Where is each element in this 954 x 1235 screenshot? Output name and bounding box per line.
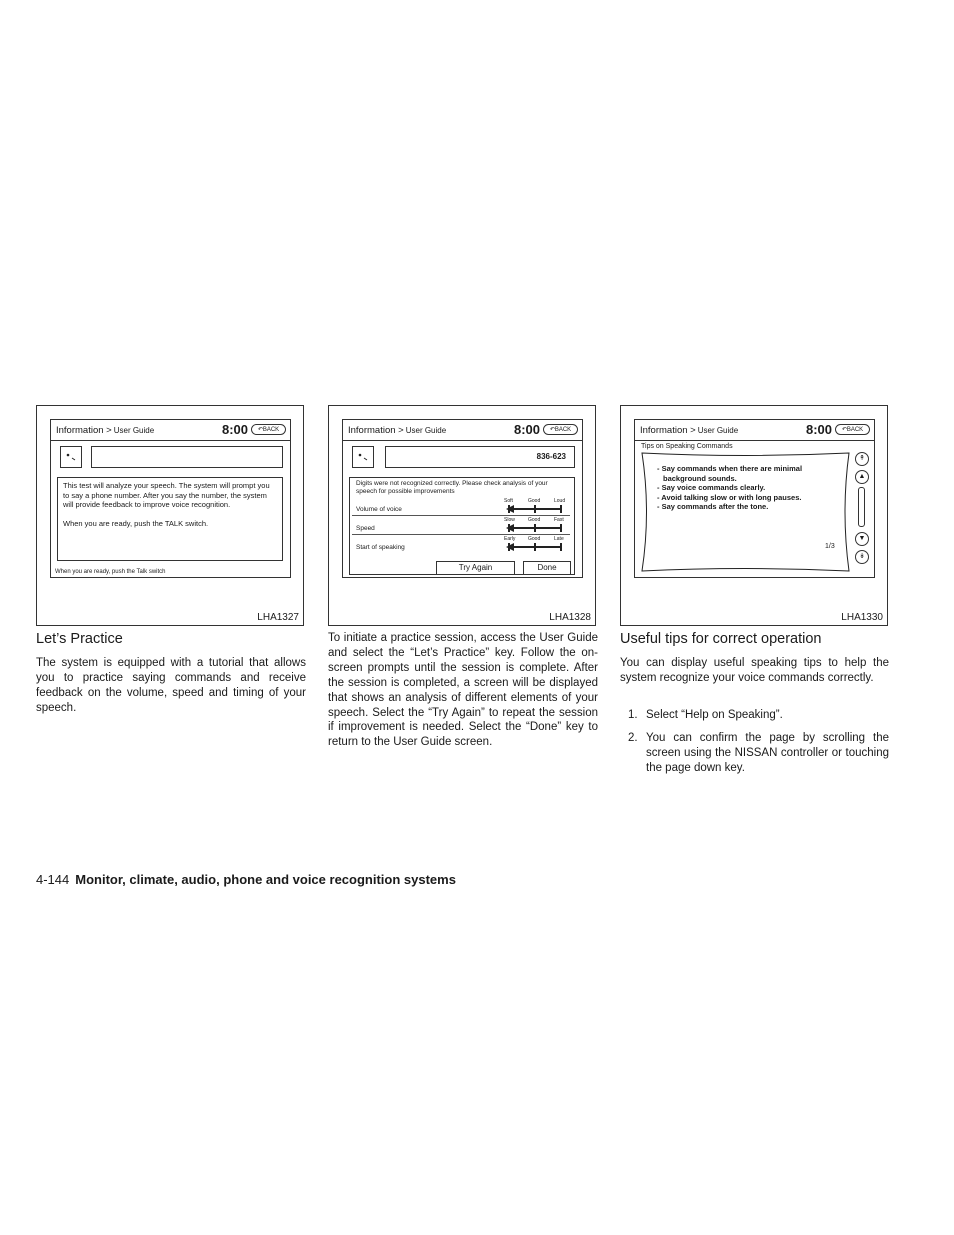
figure-label: LHA1330 [841,612,883,623]
scrollbar[interactable] [858,487,865,527]
scale-tick [534,524,536,532]
tip-line: - Avoid talking slow or with long pauses. [657,492,802,502]
analysis-row-speed [356,515,570,533]
voice-prompt-icon [352,446,374,468]
section-title: Monitor, climate, audio, phone and voice recognition systems [75,872,456,887]
tip-line: - Say commands when there are minimal [657,464,803,473]
volume-scale [506,498,564,514]
step-item [620,731,889,776]
instruction-talk: When you are ready, push the TALK switch. [63,518,209,528]
row-label: Volume of voice [356,506,402,513]
figure-lets-practice [36,405,304,626]
clock: 8:00 [513,422,540,437]
figure-tips [620,405,888,626]
analysis-row-volume [356,496,570,514]
number-display: 836-623 [385,446,575,468]
page-up-icon[interactable]: ↟ [855,452,869,466]
start-scale [506,536,564,552]
step-number: 2. [628,731,638,744]
scale-mid: Good [528,498,541,504]
header-divider [635,440,874,441]
breadcrumb: Information > User Guide [348,425,447,436]
level-marker-icon [506,543,514,551]
tip-line: - Say voice commands clearly. [657,483,766,492]
number-display [91,446,283,468]
step-item [620,708,889,723]
page-footer [36,872,456,887]
scale-tick [560,505,562,513]
clock: 8:00 [221,422,248,437]
scale-low: Slow [504,517,515,523]
scale-high: Late [554,536,564,542]
scale-tick [534,543,536,551]
row-divider [352,534,570,535]
analysis-title: Digits were not recognized correctly. Please check analysis of your speech for possible improvements [356,480,548,495]
screen-header [635,420,874,440]
breadcrumb: Information > User Guide [56,425,155,436]
screen-lets-practice [50,419,291,578]
page-indicator: 1/3 [825,543,835,550]
screen-analysis [342,419,583,578]
level-marker-icon [506,524,514,532]
tips-title: Tips on Speaking Commands [641,443,733,450]
instruction-box [57,477,283,561]
screen-header [343,420,582,440]
row-divider [352,515,570,516]
tip-line: - Say commands after the tone. [657,502,769,511]
back-button[interactable]: ↶BACK [835,424,870,435]
breadcrumb: Information > User Guide [640,425,739,436]
step-text: You can confirm the page by scrolling the screen using the NISSAN controller or touching the page down key. [646,731,889,774]
instruction-text: This test will analyze your speech. The system will prompt you to say a phone number. After you say the number, the system will provide feedback to improve voice recognition. [63,481,270,509]
figure-analysis [328,405,596,626]
tips-list [657,464,802,512]
step-text: Select “Help on Speaking”. [646,709,783,721]
speed-scale [506,517,564,533]
page-down-icon[interactable]: ↡ [855,550,869,564]
scale-low: Soft [504,498,513,504]
scale-low: Early [504,536,516,542]
scale-tick [560,543,562,551]
back-button[interactable]: ↶BACK [251,424,286,435]
voice-prompt-icon [60,446,82,468]
screen-tips [634,419,875,578]
step-number: 1. [628,709,638,721]
figure-label: LHA1328 [549,612,591,623]
scale-mid: Good [528,517,541,523]
heading-lets-practice: Let’s Practice [36,631,123,647]
scroll-up-icon[interactable]: ▲ [855,470,869,484]
figure-label: LHA1327 [257,612,299,623]
scale-high: Fast [554,517,564,523]
paragraph-useful-tips: You can display useful speaking tips to help the system recognize your voice commands correctly. [620,657,889,684]
clock: 8:00 [805,422,832,437]
page-number: 4-144 [36,872,70,887]
scale-tick [560,524,562,532]
screen-footer: When you are ready, push the Talk switch [55,569,166,575]
paragraph-lets-practice: The system is equipped with a tutorial that allows you to practice saying commands and receive feedback on the volume, speed and timing of your speech. [36,657,306,714]
row-label: Start of speaking [356,544,405,551]
analysis-row-start [356,534,570,552]
row-label: Speed [356,525,375,532]
back-button[interactable]: ↶BACK [543,424,578,435]
header-divider [51,440,290,441]
done-button[interactable]: Done [523,561,571,575]
screen-header [51,420,290,440]
scale-mid: Good [528,536,541,542]
heading-useful-tips: Useful tips for correct operation [620,631,822,647]
scale-tick [534,505,536,513]
scale-high: Loud [554,498,566,504]
level-marker-icon [506,505,514,513]
header-divider [343,440,582,441]
scroll-down-icon[interactable]: ▼ [855,532,869,546]
paragraph-practice-session: To initiate a practice session, access the User Guide and select the “Let’s Practice” key. Follow the on-screen prompts until the session is complete. After the session is completed, a screen will be displayed that shows an analysis of different elements of your speech. Select the “Try Again” to repeat the session if improvement is needed. Select the “Done” key to return to the User Guide screen. [328,632,598,749]
steps-list [620,708,889,784]
try-again-button[interactable]: Try Again [436,561,515,575]
tip-line: background sounds. [663,473,737,483]
